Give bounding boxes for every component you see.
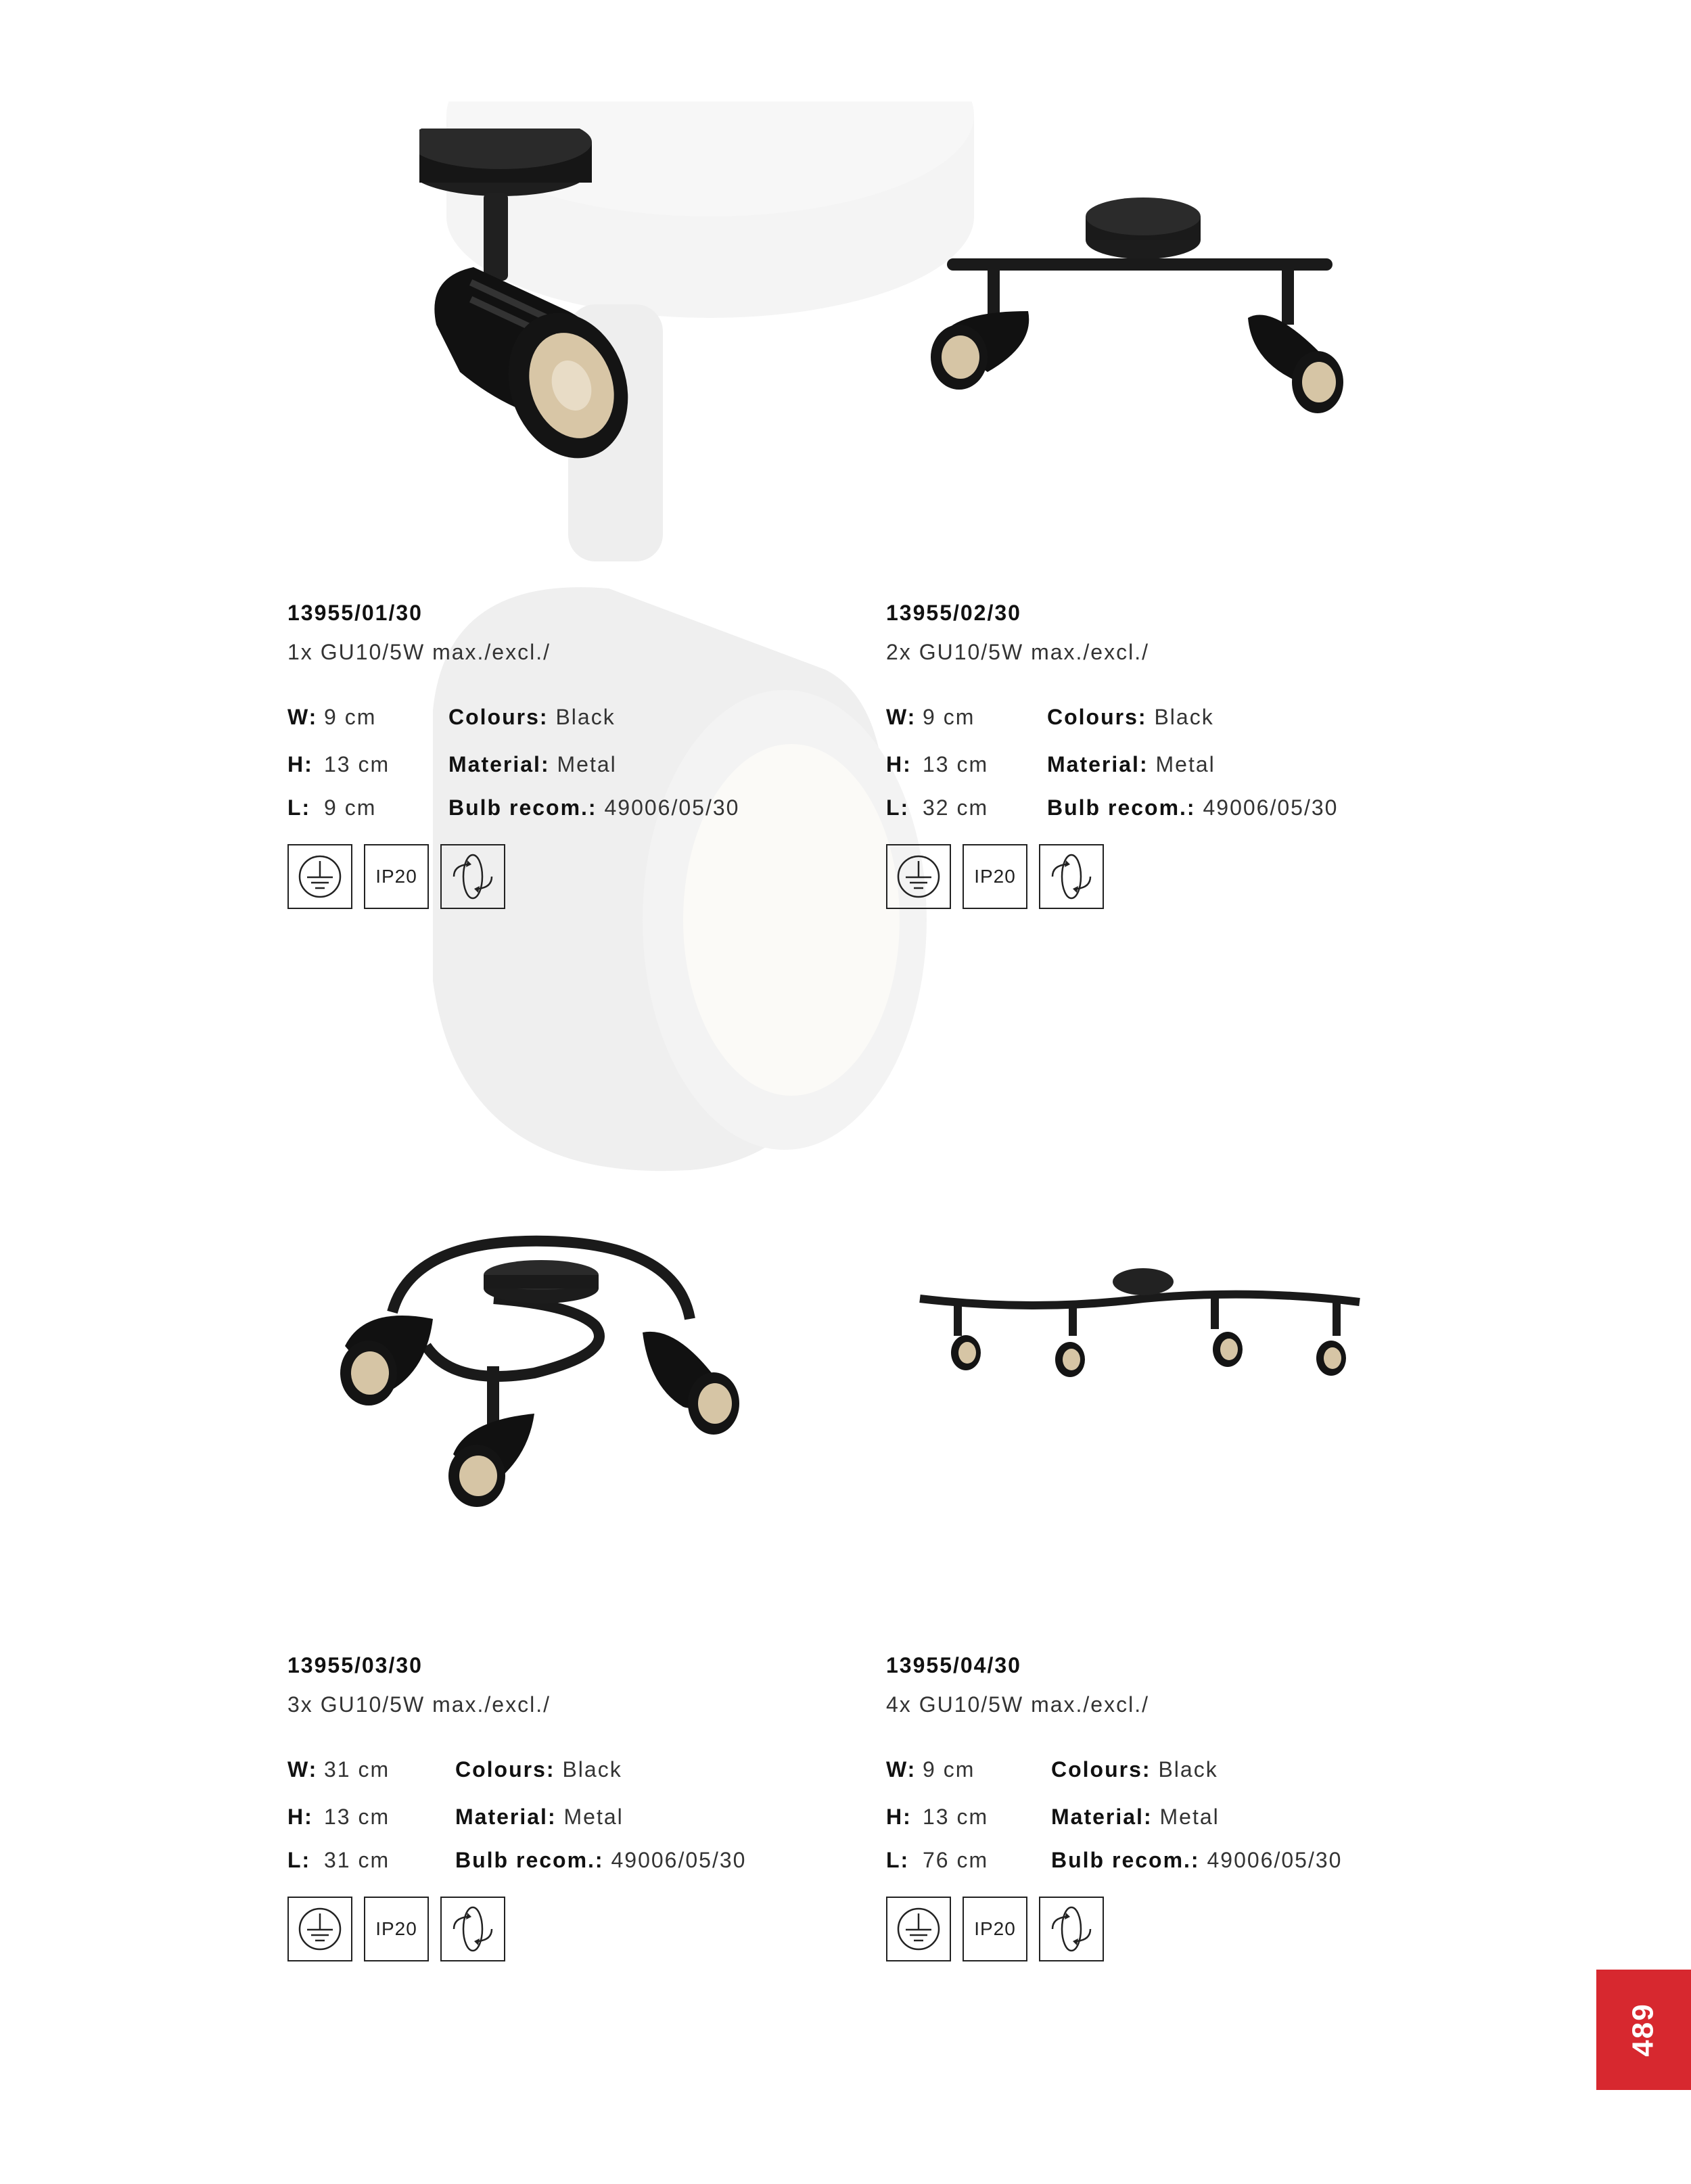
product-image-13955-03-30 (331, 1231, 764, 1535)
earth-ground-icon (886, 1897, 951, 1961)
height-row: H: 13 cm (287, 1805, 390, 1829)
ip-rating-badge: IP20 (963, 1897, 1027, 1961)
bulb-recom-value: 49006/05/30 (1207, 1848, 1343, 1872)
width-row: W: 9 cm (886, 705, 975, 729)
earth-ground-icon (287, 844, 352, 909)
colours-row: Colours: Black (455, 1757, 622, 1782)
height-value: 13 cm (923, 752, 989, 776)
material-value: Metal (1155, 752, 1215, 776)
colours-value: Black (562, 1757, 622, 1782)
specs-table (886, 705, 1441, 840)
bulb-recom-value: 49006/05/30 (611, 1848, 747, 1872)
colours-row: Colours: Black (448, 705, 616, 729)
product-code: 13955/03/30 (287, 1653, 423, 1677)
page-number-tab (1596, 1970, 1691, 2090)
colours-row: Colours: Black (1051, 1757, 1218, 1782)
length-row: L: 32 cm (886, 795, 989, 820)
rotatable-icon (440, 844, 505, 909)
width-row: W: 9 cm (287, 705, 377, 729)
product-image-13955-01-30 (419, 129, 649, 480)
ip-rating-badge: IP20 (364, 1897, 429, 1961)
bulb-recom-row: Bulb recom.: 49006/05/30 (455, 1848, 747, 1872)
specs-table (886, 1757, 1441, 1892)
bulb-recom-row: Bulb recom.: 49006/05/30 (1051, 1848, 1343, 1872)
rotatable-icon (440, 1897, 505, 1961)
height-value: 13 cm (923, 1805, 989, 1829)
colours-row: Colours: Black (1047, 705, 1214, 729)
ip-rating-badge: IP20 (364, 844, 429, 909)
material-row: Material: Metal (1051, 1805, 1220, 1829)
earth-ground-icon (287, 1897, 352, 1961)
material-value: Metal (1159, 1805, 1220, 1829)
product-image-13955-02-30 (913, 189, 1366, 419)
length-row: L: 76 cm (886, 1848, 989, 1872)
bulb-recom-value: 49006/05/30 (604, 795, 740, 820)
height-value: 13 cm (324, 752, 390, 776)
bulb-spec: 1x GU10/5W max./excl./ (287, 640, 551, 664)
length-value: 31 cm (324, 1848, 390, 1872)
product-13955-04-30 (886, 1653, 1441, 1939)
colours-value: Black (1154, 705, 1214, 729)
width-value: 9 cm (324, 705, 377, 729)
height-row: H: 13 cm (287, 752, 390, 776)
earth-ground-icon (886, 844, 951, 909)
rotatable-icon (1039, 844, 1104, 909)
height-value: 13 cm (324, 1805, 390, 1829)
material-row: Material: Metal (455, 1805, 624, 1829)
specs-table (287, 1757, 842, 1892)
page-number: 489 (1626, 2003, 1660, 2057)
bulb-spec: 4x GU10/5W max./excl./ (886, 1692, 1149, 1717)
material-row: Material: Metal (1047, 752, 1215, 776)
colours-value: Black (555, 705, 616, 729)
product-code: 13955/01/30 (287, 601, 423, 625)
rotatable-icon (1039, 1897, 1104, 1961)
length-row: L: 31 cm (287, 1848, 390, 1872)
product-code: 13955/02/30 (886, 601, 1021, 625)
bulb-recom-value: 49006/05/30 (1203, 795, 1339, 820)
product-image-13955-04-30 (913, 1265, 1366, 1387)
height-row: H: 13 cm (886, 1805, 989, 1829)
width-row: W: 31 cm (287, 1757, 390, 1782)
width-value: 9 cm (923, 705, 975, 729)
length-value: 76 cm (923, 1848, 989, 1872)
product-13955-01-30 (287, 601, 842, 887)
length-value: 32 cm (923, 795, 989, 820)
material-value: Metal (557, 752, 617, 776)
height-row: H: 13 cm (886, 752, 989, 776)
material-row: Material: Metal (448, 752, 617, 776)
specs-table (287, 705, 842, 840)
width-row: W: 9 cm (886, 1757, 975, 1782)
bulb-recom-row: Bulb recom.: 49006/05/30 (1047, 795, 1339, 820)
width-value: 31 cm (324, 1757, 390, 1782)
length-row: L: 9 cm (287, 795, 377, 820)
material-value: Metal (563, 1805, 624, 1829)
ip-rating-badge: IP20 (963, 844, 1027, 909)
product-13955-02-30 (886, 601, 1441, 887)
length-value: 9 cm (324, 795, 377, 820)
product-13955-03-30 (287, 1653, 842, 1939)
width-value: 9 cm (923, 1757, 975, 1782)
product-code: 13955/04/30 (886, 1653, 1021, 1677)
bulb-recom-row: Bulb recom.: 49006/05/30 (448, 795, 740, 820)
colours-value: Black (1158, 1757, 1218, 1782)
bulb-spec: 3x GU10/5W max./excl./ (287, 1692, 551, 1717)
bulb-spec: 2x GU10/5W max./excl./ (886, 640, 1149, 664)
